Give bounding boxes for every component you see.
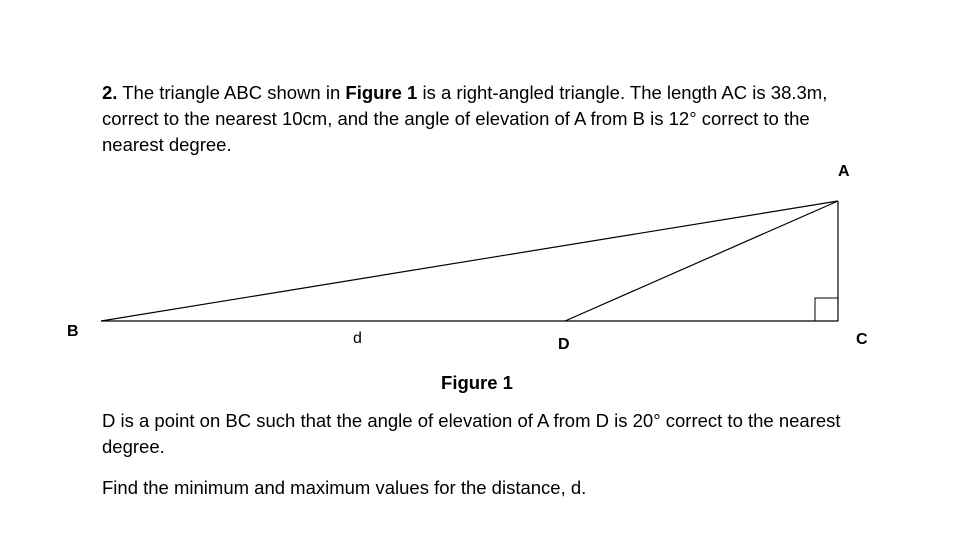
figure-reference: Figure 1 xyxy=(345,82,418,103)
task-text: Find the minimum and maximum values for the distance, d. xyxy=(102,477,587,498)
vertex-label-c: C xyxy=(856,331,868,348)
distance-label-d: d xyxy=(353,330,362,347)
line-da xyxy=(565,201,838,321)
vertex-label-b: B xyxy=(67,323,79,340)
question-text-part-1: The triangle ABC shown in xyxy=(117,82,346,103)
right-angle-marker xyxy=(815,298,838,321)
statement-text: D is a point on BC such that the angle of elevation of A from D is 20° correct to the nearest degree. xyxy=(102,410,841,457)
question-number: 2. xyxy=(102,82,118,103)
figure-caption: Figure 1 xyxy=(441,372,513,393)
point-label-d: D xyxy=(558,336,570,353)
question-text-part-2: is a right-angled triangle. The length AC is 38.3m, correct to the nearest 10cm, and the angle of elevation of A from B is 12° correct to the nearest degree. xyxy=(102,82,828,155)
line-ba xyxy=(101,201,838,321)
vertex-label-a: A xyxy=(838,163,850,180)
